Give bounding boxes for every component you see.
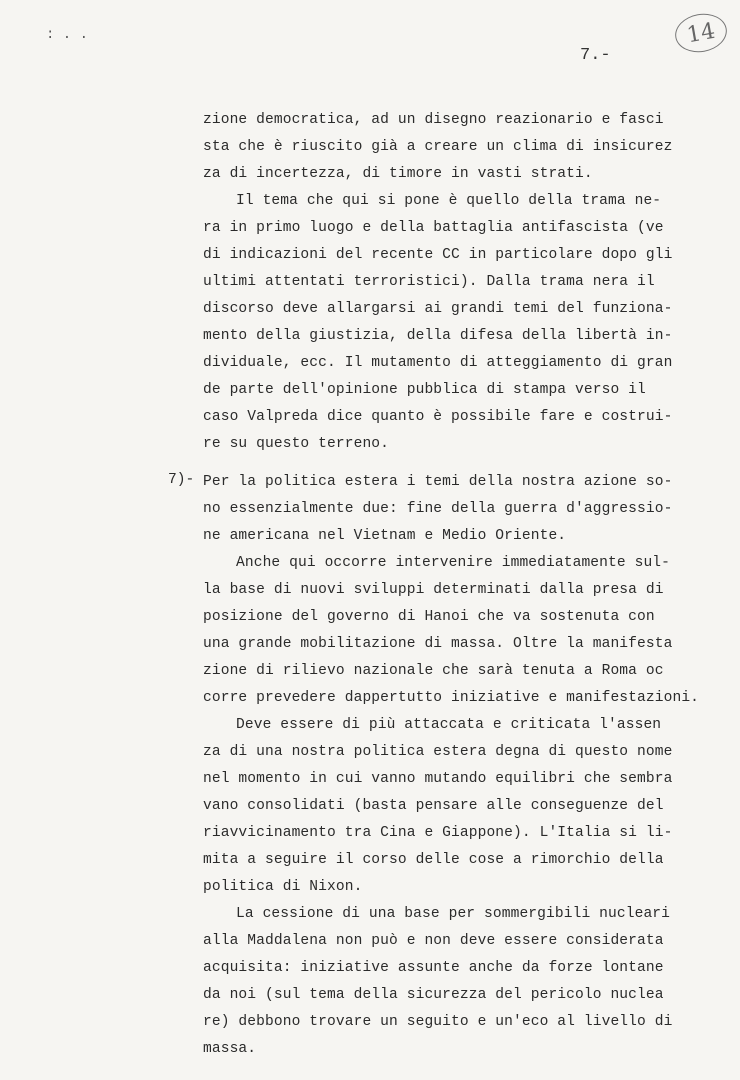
text-line: za di incertezza, di timore in vasti strati. <box>203 166 593 182</box>
text-line: zione democratica, ad un disegno reazionario e fasci <box>203 112 664 128</box>
text-line: riavvicinamento tra Cina e Giappone). L'Italia si li- <box>203 825 673 841</box>
text-line: politica di Nixon. <box>203 879 363 895</box>
text-line: Per la politica estera i temi della nostra azione so- <box>203 474 673 490</box>
text-line: dividuale, ecc. Il mutamento di atteggiamento di gran <box>203 355 673 371</box>
page-stamp: 14 <box>672 10 730 56</box>
text-line: re su questo terreno. <box>203 436 390 452</box>
text-line: no essenzialmente due: fine della guerra d'aggressio- <box>203 501 673 517</box>
text-line: vano consolidati (basta pensare alle conseguenze del <box>203 798 664 814</box>
text-line: mita a seguire il corso delle cose a rimorchio della <box>203 852 664 868</box>
text-line: La cessione di una base per sommergibili nucleari <box>236 906 671 922</box>
text-line: za di una nostra politica estera degna di questo nome <box>203 744 673 760</box>
text-line: acquisita: iniziative assunte anche da forze lontane <box>203 960 664 976</box>
text-line: caso Valpreda dice quanto è possibile fare e costrui- <box>203 409 673 425</box>
text-line: Deve essere di più attaccata e criticata l'assen <box>236 717 662 733</box>
text-line: di indicazioni del recente CC in particolare dopo gli <box>203 247 673 263</box>
text-line: Il tema che qui si pone è quello della trama ne- <box>236 193 662 209</box>
text-line: re) debbono trovare un seguito e un'eco al livello di <box>203 1014 673 1030</box>
text-line: massa. <box>203 1041 257 1057</box>
corner-marks: : . . <box>46 27 89 43</box>
text-line: de parte dell'opinione pubblica di stampa verso il <box>203 382 646 398</box>
section-number: 7)- <box>168 472 195 488</box>
text-line: mento della giustizia, della difesa della libertà in- <box>203 328 673 344</box>
text-line: sta che è riuscito già a creare un clima di insicurez <box>203 139 673 155</box>
text-line: zione di rilievo nazionale che sarà tenuta a Roma oc <box>203 663 664 679</box>
text-line: ultimi attentati terroristici). Dalla trama nera il <box>203 274 655 290</box>
text-line: alla Maddalena non può e non deve essere considerata <box>203 933 664 949</box>
text-line: posizione del governo di Hanoi che va sostenuta con <box>203 609 655 625</box>
page-number: 7.- <box>580 46 611 65</box>
text-line: una grande mobilitazione di massa. Oltre la manifesta <box>203 636 673 652</box>
text-line: corre prevedere dappertutto iniziative e manifestazioni. <box>203 690 700 706</box>
text-line: da noi (sul tema della sicurezza del pericolo nuclea <box>203 987 664 1003</box>
text-line: Anche qui occorre intervenire immediatamente sul- <box>236 555 671 571</box>
text-line: ra in primo luogo e della battaglia antifascista (ve <box>203 220 664 236</box>
text-line: ne americana nel Vietnam e Medio Oriente. <box>203 528 567 544</box>
text-line: discorso deve allargarsi ai grandi temi del funziona- <box>203 301 673 317</box>
text-line: nel momento in cui vanno mutando equilibri che sembra <box>203 771 673 787</box>
text-line: la base di nuovi sviluppi determinati dalla presa di <box>203 582 664 598</box>
